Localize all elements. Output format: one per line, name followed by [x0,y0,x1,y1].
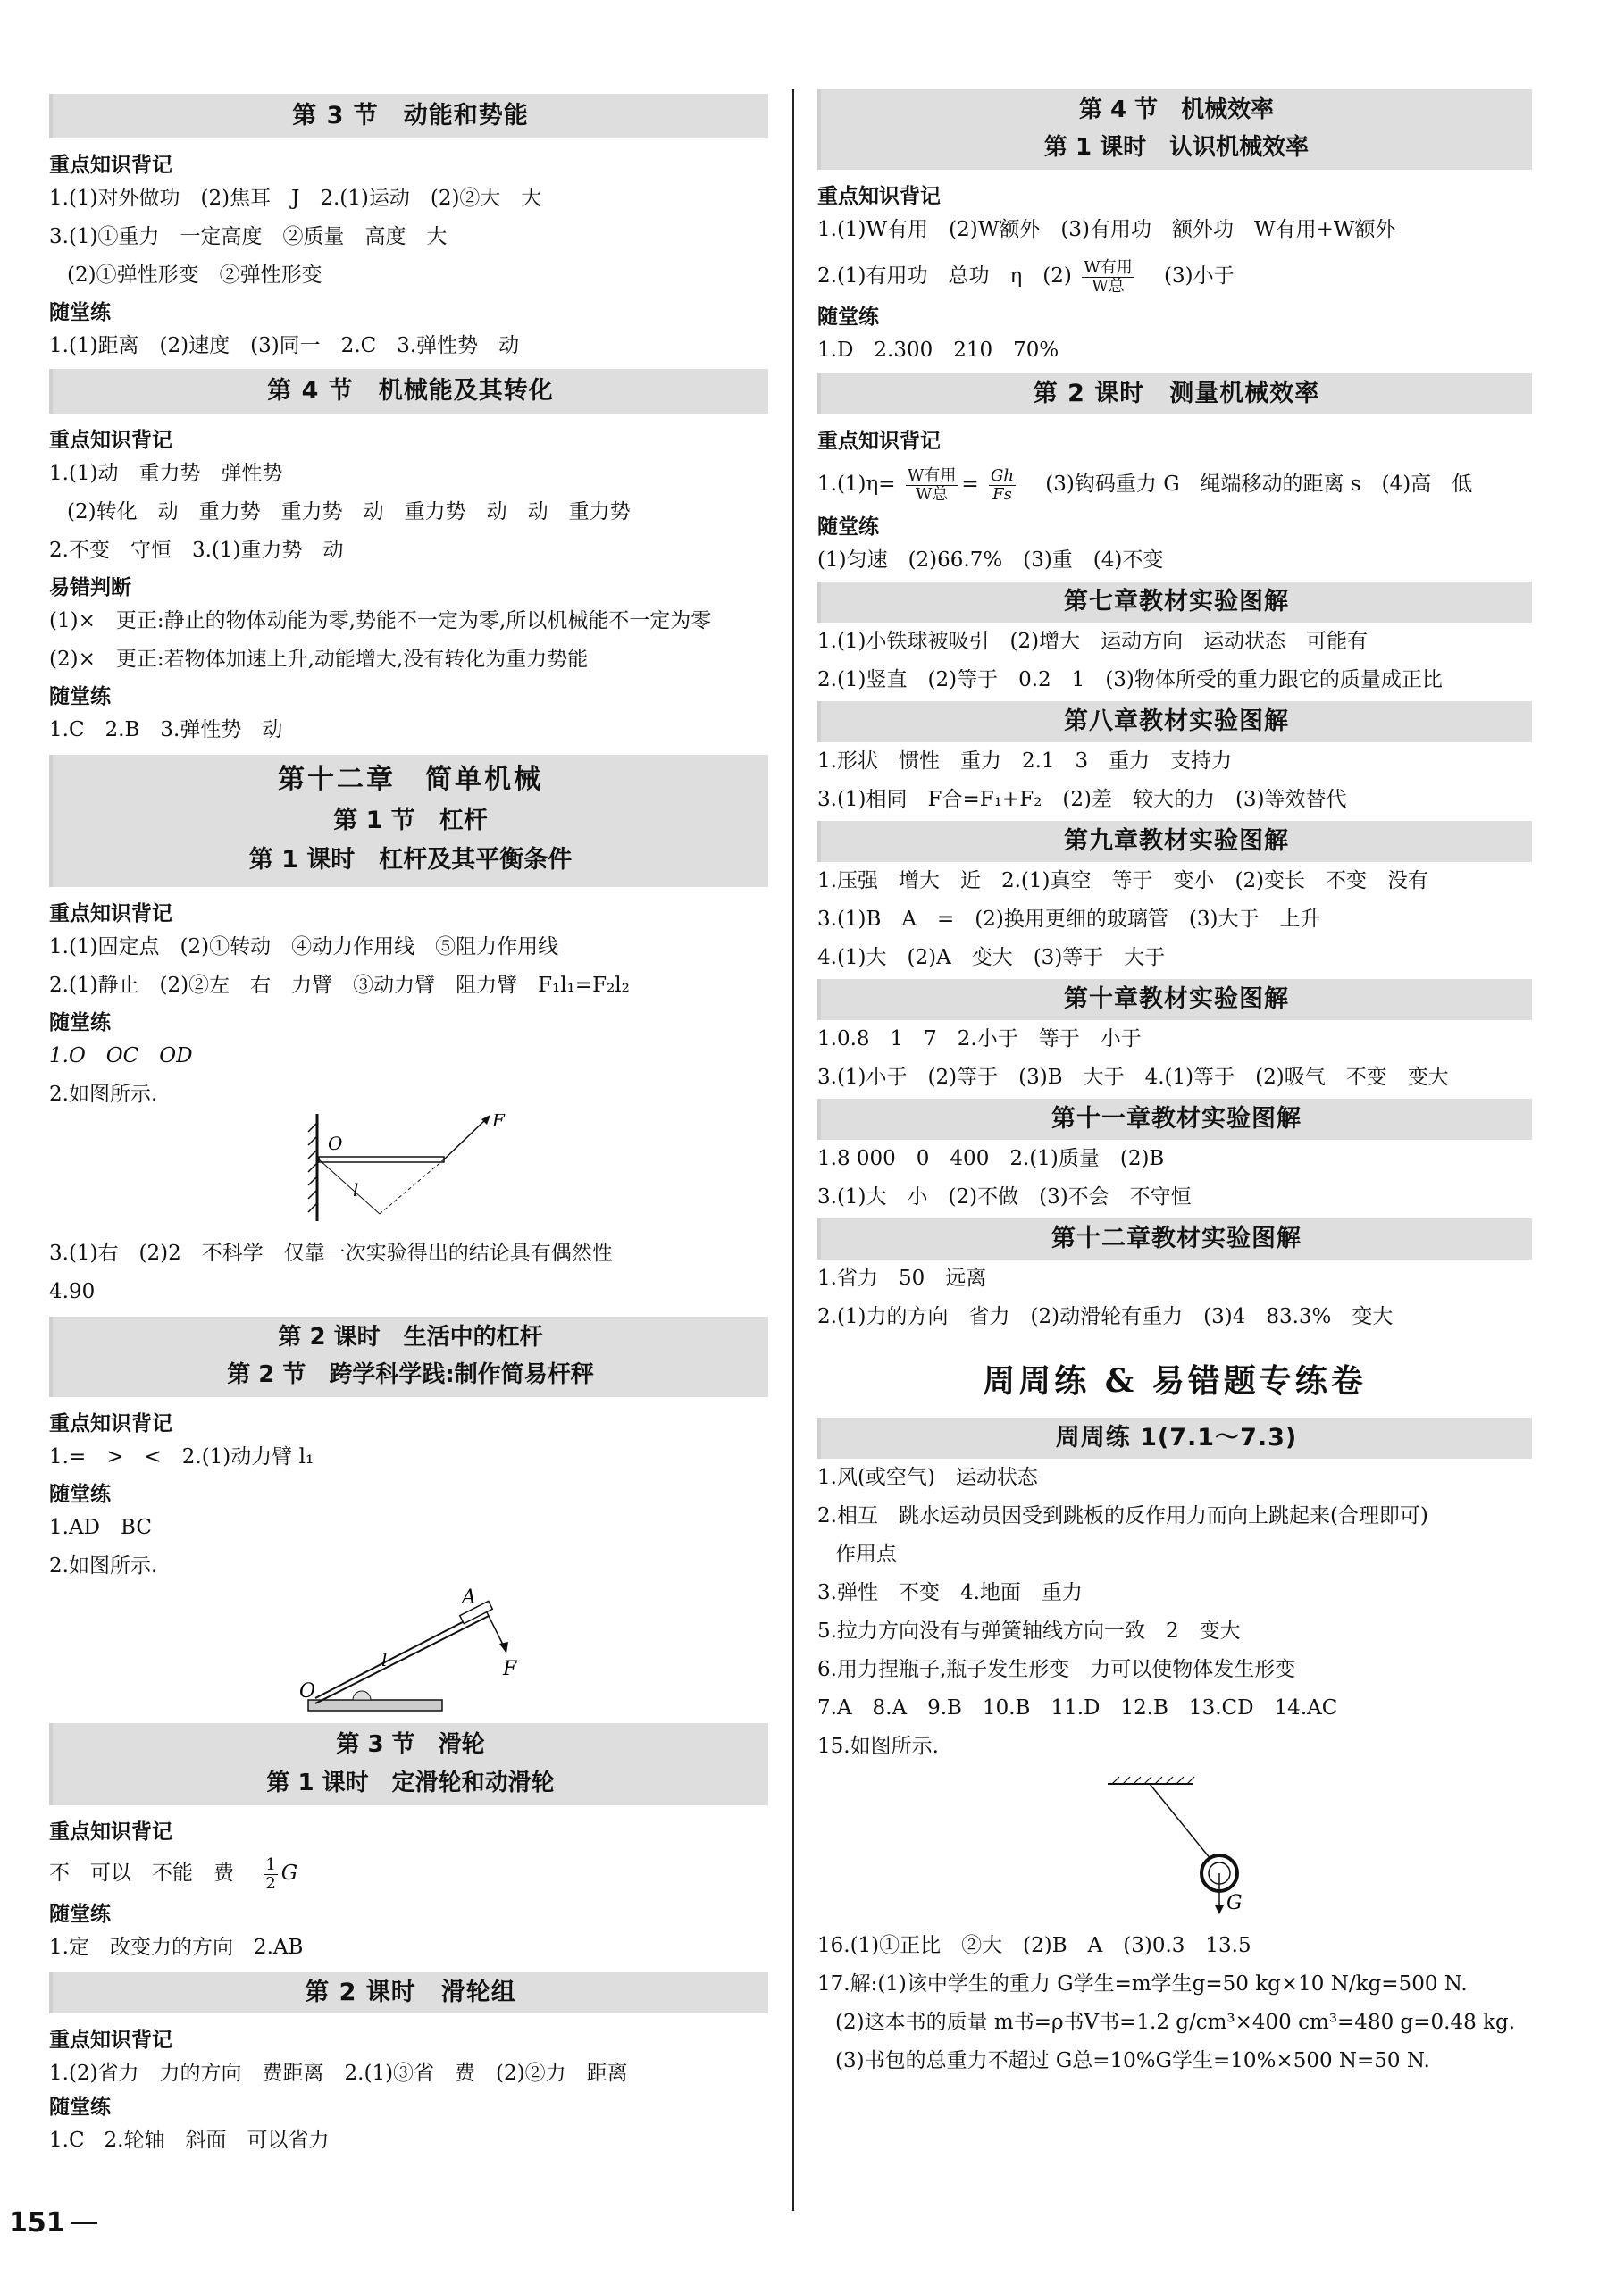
denominator: Fs [992,484,1012,504]
fraction [264,1856,277,1893]
answer-line: (3)书包的总重力不超过 G总=10%G学生=10%×500 N=50 N. [835,2049,1430,2072]
heading-key-knowledge: 重点知识背记 [49,1412,172,1435]
answer-line: 1.(1)小铁球被吸引 (2)增大 运动方向 运动状态 可能有 [817,630,1369,653]
answer-line: 1.O OC OD [49,1044,193,1067]
chapter-experiment-title: 第七章教材实验图解 [817,582,1532,623]
heading-key-knowledge: 重点知识背记 [49,2029,172,2052]
answer-line: (1)× 更正:静止的物体动能为零,势能不一定为零,所以机械能不一定为零 [49,609,712,632]
heading-practice: 随堂练 [49,2096,111,2119]
heading-practice: 随堂练 [49,1903,111,1926]
answer-line: 4.(1)大 (2)A 变大 (3)等于 大于 [817,946,1166,969]
heading-key-knowledge: 重点知识背记 [49,902,172,925]
answer-line: 作用点 [835,1543,897,1566]
answer-line: 2.相互 跳水运动员因受到跳板的反作用力而向上跳起来(合理即可) [817,1504,1428,1528]
label-O: O [299,1680,316,1703]
hanging-ball-diagram [817,1766,1532,1927]
heading-key-knowledge: 重点知识背记 [817,185,941,208]
answer-text: (3)钩码重力 G 绳端移动的距离 s (4)高 低 [1045,473,1473,496]
lesson-header [49,1317,768,1397]
weekly-practice-title: 周周练 & 易错题专练卷 [983,1362,1367,1400]
numerator: W有用 [1084,257,1133,277]
answer-line: 1.(1)W有用 (2)W额外 (3)有用功 额外功 W有用+W额外 [817,218,1396,241]
answer-line: (2)× 更正:若物体加速上升,动能增大,没有转化为重力势能 [49,648,589,671]
answer-line: 1.形状 惯性 重力 2.1 3 重力 支持力 [817,749,1233,773]
weekly-practice-1-title: 周周练 1(7.1～7.3) [817,1418,1532,1459]
label-G: G [1226,1892,1243,1914]
answer-line: (2)转化 动 重力势 重力势 动 重力势 动 动 重力势 [67,500,631,523]
answer-line: 5.拉力方向没有与弹簧轴线方向一致 2 变大 [817,1620,1241,1643]
answer-line: 1.定 改变力的方向 2.AB [49,1936,304,1959]
answer-line: 1.(1)对外做功 (2)焦耳 J 2.(1)运动 (2)②大 大 [49,187,542,210]
lesson-title: 第 1 课时 定滑轮和动滑轮 [266,1770,555,1796]
answer-line: 16.(1)①正比 ②大 (2)B A (3)0.3 13.5 [817,1934,1251,1957]
answer-line: 1.压强 增大 近 2.(1)真空 等于 变小 (2)变长 不变 没有 [817,869,1429,892]
answer-line: 1.= > < 2.(1)动力臂 l₁ [49,1445,314,1469]
left-column [49,89,768,2160]
answer-line: 1.C 2.B 3.弹性势 动 [49,718,283,741]
section-title: 第 3 节 动能和势能 [49,94,768,138]
column-divider [792,89,794,2211]
label-l: l [353,1179,359,1201]
answer-line: 3.(1)B A = (2)换用更细的玻璃管 (3)大于 上升 [817,908,1321,931]
section-title: 第 4 节 机械效率 [1078,96,1275,123]
answer-line: 1.(1)固定点 (2)①转动 ④动力作用线 ⑤阻力作用线 [49,935,559,958]
heading-key-knowledge: 重点知识背记 [49,1820,172,1844]
answer-line [817,456,1532,513]
answer-line: 2.(1)竖直 (2)等于 0.2 1 (3)物体所受的重力跟它的质量成正比 [817,668,1443,691]
chapter-experiment-title: 第八章教材实验图解 [817,701,1532,742]
numerator: 1 [265,1854,276,1874]
chapter-header [49,755,768,887]
answer-line: 2.不变 守恒 3.(1)重力势 动 [49,539,344,562]
answer-text: (3)小于 [1164,264,1235,288]
fraction [906,467,958,504]
answer-line: 1.D 2.300 210 70% [817,339,1059,362]
label-F: F [492,1114,505,1131]
section-title: 第 4 节 机械能及其转化 [49,369,768,414]
right-column [817,89,1532,2080]
answer-line: 1.(2)省力 力的方向 费距离 2.(1)③省 费 (2)②力 距离 [49,2062,628,2085]
answer-line: 1.AD BC [49,1516,152,1539]
heading-practice: 随堂练 [49,685,111,708]
answer-line: 2.如图所示. [49,1554,158,1578]
lever-wall-diagram [49,1114,768,1235]
heading-practice: 随堂练 [817,306,879,329]
lever-incline-figure [49,1586,768,1720]
answer-line: 2.(1)力的方向 省力 (2)动滑轮有重力 (3)4 83.3% 变大 [817,1305,1394,1328]
heading-practice: 随堂练 [49,301,111,324]
answer-text: 2.轮轴 斜面 可以省力 [104,2129,330,2152]
denominator: W总 [915,484,949,504]
pendulum-figure [817,1766,1532,1927]
answer-line: 7.A 8.A 9.B 10.B 11.D 12.B 13.CD 14.AC [817,1696,1338,1720]
answer-line [817,249,1532,303]
page-number-rule [71,2222,97,2224]
answer-text: 2.(1)有用功 总功 η (2) [817,264,1072,288]
answer-line [49,2122,768,2160]
section-header [49,1723,768,1805]
answer-line: 3.(1)小于 (2)等于 (3)B 大于 4.(1)等于 (2)吸气 不变 变大 [817,1066,1449,1089]
answer-line: 3.(1)右 (2)2 不科学 仅靠一次实验得出的结论具有偶然性 [49,1242,613,1265]
answer-line: 15.如图所示. [817,1735,939,1758]
section-title: 第 1 节 杠杆 [333,807,488,834]
denominator: W总 [1092,276,1125,296]
lesson-title: 第 2 课时 生活中的杠杆 [278,1324,543,1351]
fraction [1082,259,1134,296]
chapter-experiment-title: 第十一章教材实验图解 [817,1099,1532,1140]
chapter-title: 第十二章 简单机械 [278,764,543,795]
section-title: 第 3 节 滑轮 [336,1731,485,1758]
heading-error-judgment: 易错判断 [49,576,131,599]
answer-line: (2)①弹性形变 ②弹性形变 [67,264,322,287]
answer-text: 1.(1)η= [817,473,896,496]
heading-key-knowledge: 重点知识背记 [817,430,941,453]
label-O: O [328,1133,343,1154]
section-header [817,89,1532,170]
lesson-title: 第 1 课时 认识机械效率 [1043,134,1310,161]
symbol-G: G [280,1862,298,1885]
numerator: Gh [991,465,1014,485]
answer-line: (2)这本书的质量 m书=ρ书V书=1.2 g/cm³×400 cm³=480 g=0.48 kg. [835,2011,1516,2034]
label-l: l [381,1649,388,1670]
lesson-title: 第 1 课时 杠杆及其平衡条件 [248,846,573,874]
lesson-title: 第 2 课时 滑轮组 [49,1972,768,2013]
answer-text: 1.C [49,2129,85,2152]
answer-line: 1.省力 50 远离 [817,1267,987,1290]
lever-incline-diagram [49,1586,768,1720]
answer-line: 3.弹性 不变 4.地面 重力 [817,1581,1083,1604]
answer-text: 不 可以 不能 费 [49,1862,234,1885]
answer-line: 1.(1)动 重力势 弹性势 [49,462,283,485]
heading-key-knowledge: 重点知识背记 [49,154,172,177]
lever-wall-figure [49,1114,768,1235]
answer-line: 3.(1)相同 F合=F₁+F₂ (2)差 较大的力 (3)等效替代 [817,788,1347,811]
answer-line: 1.(1)距离 (2)速度 (3)同一 2.C 3.弹性势 动 [49,334,520,357]
section-title: 第 2 节 跨学科学践:制作简易杆秤 [227,1361,594,1388]
answer-line: 1.风(或空气) 运动状态 [817,1466,1038,1489]
answer-line: 3.(1)大 小 (2)不做 (3)不会 不守恒 [817,1185,1192,1209]
answer-line: 2.如图所示. [49,1083,158,1106]
numerator: W有用 [907,465,957,485]
page-number [9,2206,97,2239]
answer-line: 17.解:(1)该中学生的重力 G学生=m学生g=50 kg×10 N/kg=500 N. [817,1972,1468,1996]
answer-line: 1.0.8 1 7 2.小于 等于 小于 [817,1027,1142,1050]
chapter-experiment-title: 第十章教材实验图解 [817,979,1532,1020]
answer-line [49,1846,768,1900]
equals-sign: = [961,473,979,496]
lesson-title: 第 2 课时 测量机械效率 [817,373,1532,414]
answer-line: 1.8 000 0 400 2.(1)质量 (2)B [817,1147,1165,1170]
heading-practice: 随堂练 [817,515,879,539]
label-F: F [503,1658,517,1680]
answer-line: 6.用力捏瓶子,瓶子发生形变 力可以使物体发生形变 [817,1658,1296,1681]
answer-line: 4.90 [49,1280,96,1303]
answer-line: (1)匀速 (2)66.7% (3)重 (4)不变 [817,548,1164,572]
heading-practice: 随堂练 [49,1483,111,1506]
page-number-text: 151 [9,2207,65,2239]
heading-practice: 随堂练 [49,1011,111,1034]
chapter-experiment-title: 第九章教材实验图解 [817,821,1532,862]
answer-line: 3.(1)①重力 一定高度 ②质量 高度 大 [49,225,448,248]
answer-line: 2.(1)静止 (2)②左 右 力臂 ③动力臂 阻力臂 F₁l₁=F₂l₂ [49,974,630,997]
fraction [989,467,1016,504]
label-A: A [462,1586,476,1609]
chapter-experiment-title: 第十二章教材实验图解 [817,1218,1532,1260]
heading-key-knowledge: 重点知识背记 [49,429,172,452]
denominator: 2 [265,1873,276,1893]
